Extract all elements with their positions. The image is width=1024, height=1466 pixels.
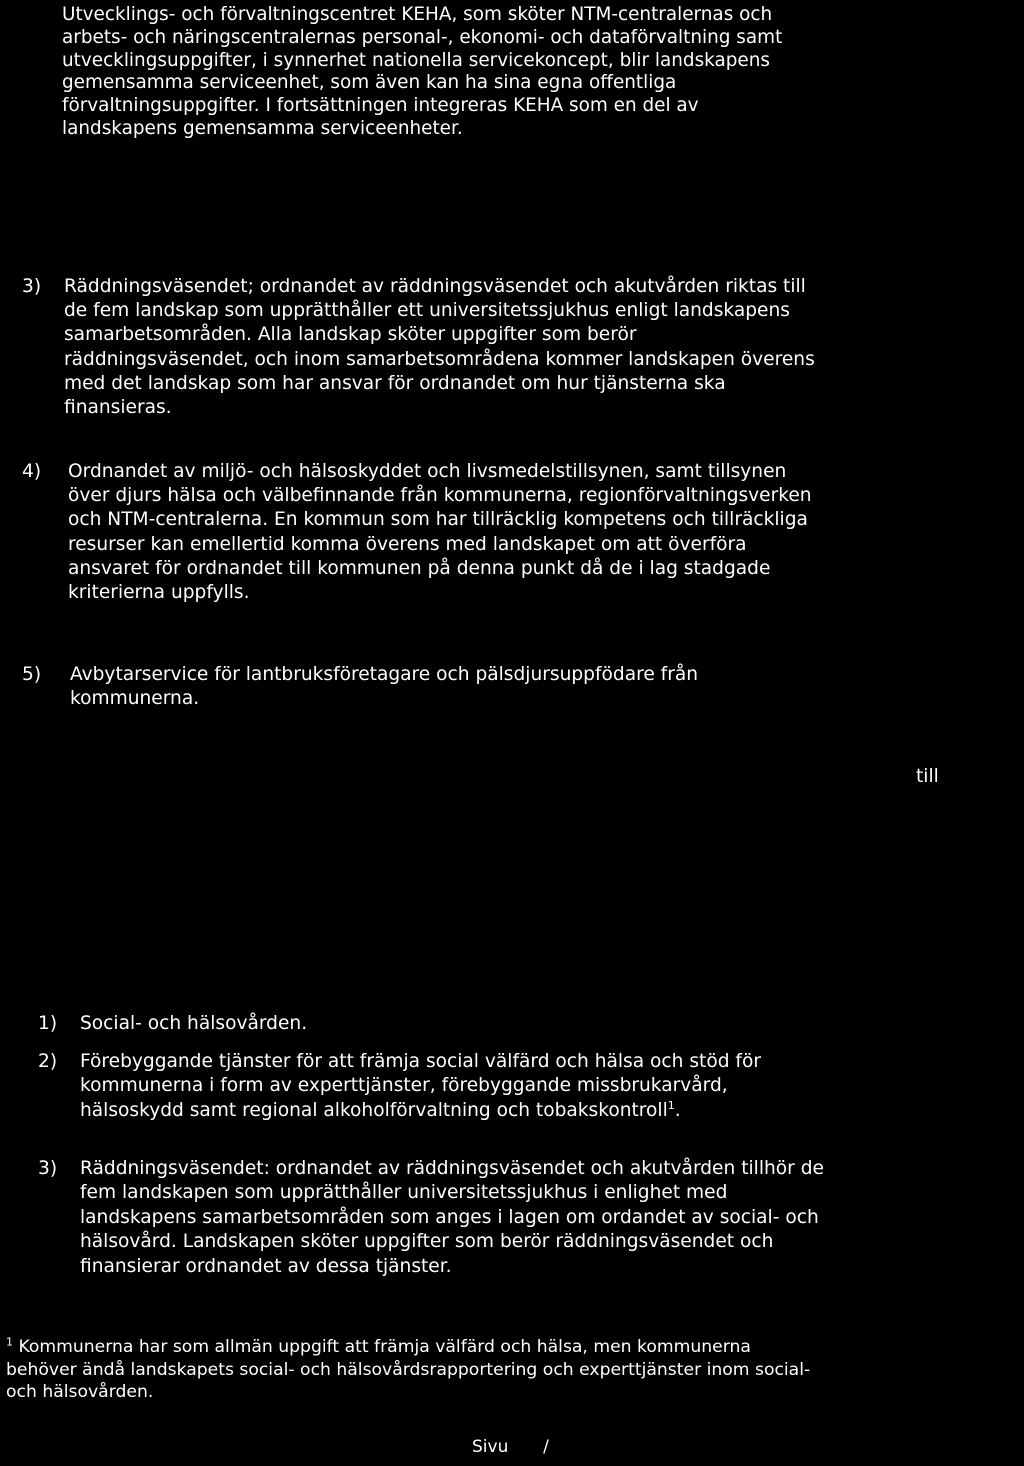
- list-item-number: 5): [22, 664, 42, 685]
- footnote-marker: 1: [6, 1335, 13, 1349]
- list-item: [38, 1050, 1018, 1140]
- list-item-text: Räddningsväsendet: ordnandet av räddningsväsendet och akutvården tillhör de fem landskapen som upprätthåller universitetssjukhus i enlighet med landskapens samarbetsområden som anges i lagen om ordandet av social- och hälsovård. Landskapen sköter uppgifter som berör räddningsväsendet och finansierar ordnandet av dessa tjänster.: [80, 1158, 824, 1277]
- page-label: Sivu: [472, 1437, 509, 1457]
- list-item-number: 4): [22, 461, 42, 482]
- list-item: [22, 460, 1012, 630]
- list-item: [22, 275, 1012, 445]
- list-item-text: Avbytarservice för lantbruksföretagare och pälsdjursuppfödare från kommunerna.: [70, 664, 699, 710]
- list-item-number: 1): [38, 1013, 58, 1034]
- list-item-number: 3): [22, 276, 42, 297]
- list-item: [38, 1157, 1022, 1287]
- page-separator: /: [543, 1437, 549, 1457]
- footnote: [6, 1336, 1006, 1404]
- list-item-text-wrapper: [80, 1050, 1020, 1123]
- trailing-word: till: [916, 766, 939, 787]
- page-footer: [472, 1436, 549, 1458]
- list-item-text: Räddningsväsendet; ordnandet av räddningsväsendet och akutvården riktas till de fem landskap som upprätthåller ett universitetssjukhus enligt landskapens samarbetsområden. Alla landskap sköter uppgifter som berör räddningsväsendet, och inom samarbetsområdena kommer landskapen överens med det landskap som har ansvar för ordnandet om hur tjänsterna ska finansieras.: [64, 276, 815, 419]
- list-item: [22, 663, 1012, 723]
- list-item-number: 2): [38, 1051, 58, 1072]
- list-item: [38, 1012, 1018, 1042]
- list-item-text: Förebyggande tjänster för att främja social välfärd och hälsa och stöd för kommunerna i form av experttjänster, förebyggande missbrukarvård, hälsoskydd samt regional alkoholförvaltning och tobakskontroll: [80, 1051, 761, 1121]
- list-item-number: 3): [38, 1158, 58, 1179]
- list-item-end-punctuation: .: [674, 1099, 681, 1121]
- intro-paragraph: Utvecklings- och förvaltningscentret KEHA, som sköter NTM-centralernas och arbets- och näringscentralernas personal-, ekonomi- och dataförvaltning samt utvecklingsuppgifter, i synnerhet nationella servicekoncept, blir landskapens gemensamma serviceenhet, som även kan ha sina egna offentliga förvaltningsuppgifter. I fortsättningen integreras KEHA som en del av landskapens gemensamma serviceenheter.: [62, 4, 783, 139]
- footnote-text: Kommunerna har som allmän uppgift att främja välfärd och hälsa, men kommunerna behöver ändå landskapets social- och hälsovårdsrapportering och experttjänster inom social- och hälsovården.: [6, 1337, 811, 1403]
- list-item-text: Ordnandet av miljö- och hälsoskyddet och livsmedelstillsynen, samt tillsynen över djurs hälsa och välbefinnande från kommunerna, regionförvaltningsverken och NTM-centralerna. En kommun som har tillräcklig kompetens och tillräckliga resurser kan emellertid komma överens med landskapet om att överföra ansvaret för ordnandet till kommunen på denna punkt då de i lag stadgade kriterierna uppfylls.: [68, 461, 812, 604]
- list-item-text: Social- och hälsovården.: [80, 1013, 308, 1034]
- footnote-reference: 1: [667, 1098, 675, 1112]
